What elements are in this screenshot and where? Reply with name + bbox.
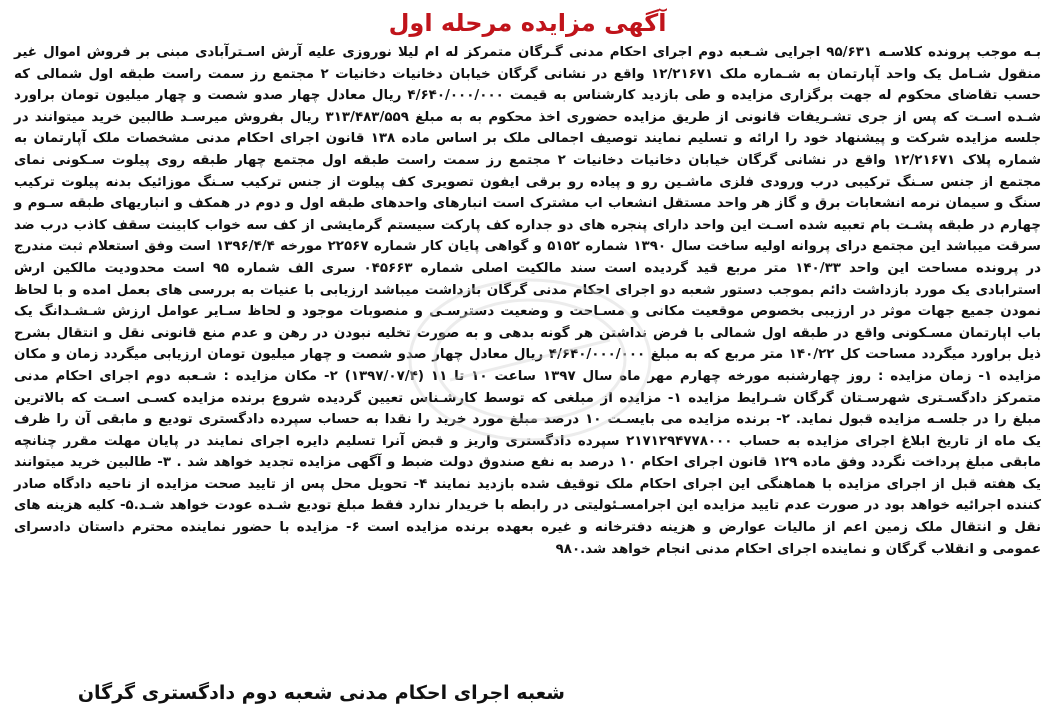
notice-body: بـه موجب پرونده کلاسـه ۹۵/۶۳۱ اجرایی شـعبه دوم اجرای احکام مدنی گـرگان متمرکز له ام لیلا نوروزی علیه آرش اسـترآبادی مبنی بر فروش اموال غیر منقول شـامل یک واحد آپارتمان به شـماره ملک ۱۲/۲۱۶۷۱ واقع در نشانی گرگان خیابان دخانیات دخانیات ۲ مجتمع رز سمت راست طبقه اول شمالی که حسب تقاضای محکوم له جهت برگزاری مزایده و طی بازدید کارشناس به قیمت ۴/۶۴۰/۰۰۰/۰۰۰ ریال معادل چهار صدو شصت و چهار میلیون تومان براورد شـده اسـت که پس از جری تشـریفات قانونی از طریق مزایده حضوری اخذ محکوم به به مبلغ ۳۱۳/۴۸۳/۵۵۹ ریال بفروش میرسـد طالبین خرید میتوانند در جلسه مزایده شرکت و پیشنهاد خود را ارائه و تسلیم نمایند توصیف اجمالی ملک بر اساس ماده ۱۳۸ قانون اجرای احکام مدنی مشخصات ملک آپارتمان به شماره پلاک ۱۲/۲۱۶۷۱ واقع در نشانی گرگان خیابان دخانیات دخانیات ۲ مجتمع رز سمت راست طبقه اول مجتمع چهار طبقه روی پیلوت سـکونی نمای مجتمع از جنس سـنگ ترکیبی درب ورودی فلزی ماشـین رو و پیاده رو برقی ایفون تصویری کف پیلوت از جنس ترکیب سـنگ موزائیک بدنه پیلوت ترکیب سنگ و سیمان نرمه انشعابات برق و گاز هر واحد مستقل انشعاب اب مشترک است انبارهای واحدهای طبقه اول و دوم در همکف و انباریهای طبقه سـوم و چهارم در طبقه پشـت بام تعبیه شده اسـت این واحد دارای پنجره های دو جداره کف پارکت سیستم گرمایشی از کف سه خواب کابینت سقف کاذب درب ضد سرقت میباشد این مجتمع درای پروانه اولیه ساخت سال ۱۳۹۰ شماره ۵۱۵۲ و گواهی پایان کار شماره ۲۲۵۶۷ مورخه ۱۳۹۶/۴/۴ است وفق استعلام ثبت مندرج در پرونده مساحت این واحد ۱۴۰/۳۳ متر مربع قید گردیده است سند مالکیت اصلی شماره ۰۴۵۶۶۳ سری الف شماره ۹۵ است محدودیت مالکین ارش استرابادی یک مورد بازداشت دائم بموجب دستور شعبه دو اجرای احکام مدنی گرگان بازداشت میباشد ارزیابی با عنیات به بررسی های بعمل امده و با لحاظ نمودن جمیع جهات موثر در ارزیبی بخصوص موقعیت مکانی و مسـاحت و وضعیت دسترسـی و منصوبات موجود و لحاظ سـایر عوامل ارزش شـشـدانگ یک باب اپارتمان مسـکونی واقع در طبقه اول شمالی با فرض نداشتن هر گونه بدهی و به صورت تخلیه نبودن در رهن و عدم منع قانونی نقل و انتقال بشرح ذیل براورد میگردد مساحت کل ۱۴۰/۲۲ متر مربع که به مبلغ ۴/۶۴۰/۰۰۰/۰۰۰ ریال معادل چهار صدو شصت و چهار میلیون تومان ارزیابی میگردد زمان و مکان مزایده ۱- زمان مزایده : روز چهارشنبه مورخه چهارم مهر ماه سال ۱۳۹۷ ساعت ۱۰ تا ۱۱ (۱۳۹۷/۰۷/۴) ۲- مکان مزایده : شـعبه دوم اجرای احکام مدنی متمرکز دادگسـتری شهرسـتان گرگان شـرایط مزایده ۱- مزایده از مبلغی که توسط کارشـناس تعیین گردیده شروع برنده مزایده کسـی اسـت که بالاترین مبلغ را در جلسـه مزایده قبول نماید. ۲- برنده مزایده می بایسـت ۱۰ درصد مبلغ مورد خرید را نقدا به حساب سپرده دادگستری تودیع و مابقی آن را ظرف یک ماه از تاریخ ابلاغ اجرای مزایده به حساب ۲۱۷۱۲۹۴۷۷۸۰۰۰ سپرده دادگستری واریز و قبض آنرا تسلیم دایره اجرای نمایند در پایان مهلت مقرر چنانچه مابقی مبلغ پرداخت نگردد وفق ماده ۱۲۹ قانون اجرای احکام ۱۰ درصد به نفع صندوق دولت ضبط و آگهی مزایده تجدید خواهد شد . ۳- طالبین خرید میتوانند یک هفته قبل از اجرای مزایده با هماهنگی این اجرای احکام ملک توقیف شده بازدید نمایند ۴- تحویل محل پس از تایید صحت مزایده از ناحیه دادگاه صادر کننده اجرائیه خواهد بود در صورت عدم تایید مزایده این اجرامسـئولیتی در رابطه با خریدار ندارد فقط مبلغ تودیع شـده عودت خواهد شـد.۵- کلیه هزینه های نقل و انتقال ملک زمین اعم از مالیات عوارض و هزینه دفترخانه و غیره بعهده برنده مزایده است ۶- مزایده با حضور نماینده محترم داستان دادسرای عمومی و انقلاب گرگان و نماینده اجرای احکام مدنی انجام خواهد شد.۹۸۰ (14, 45, 1042, 557)
notice-footer-signature: شعبه اجرای احکام مدنی شعبه دوم دادگستری گرگان (77, 682, 565, 704)
notice-title: آگهی مزایده مرحله اول (388, 9, 667, 37)
